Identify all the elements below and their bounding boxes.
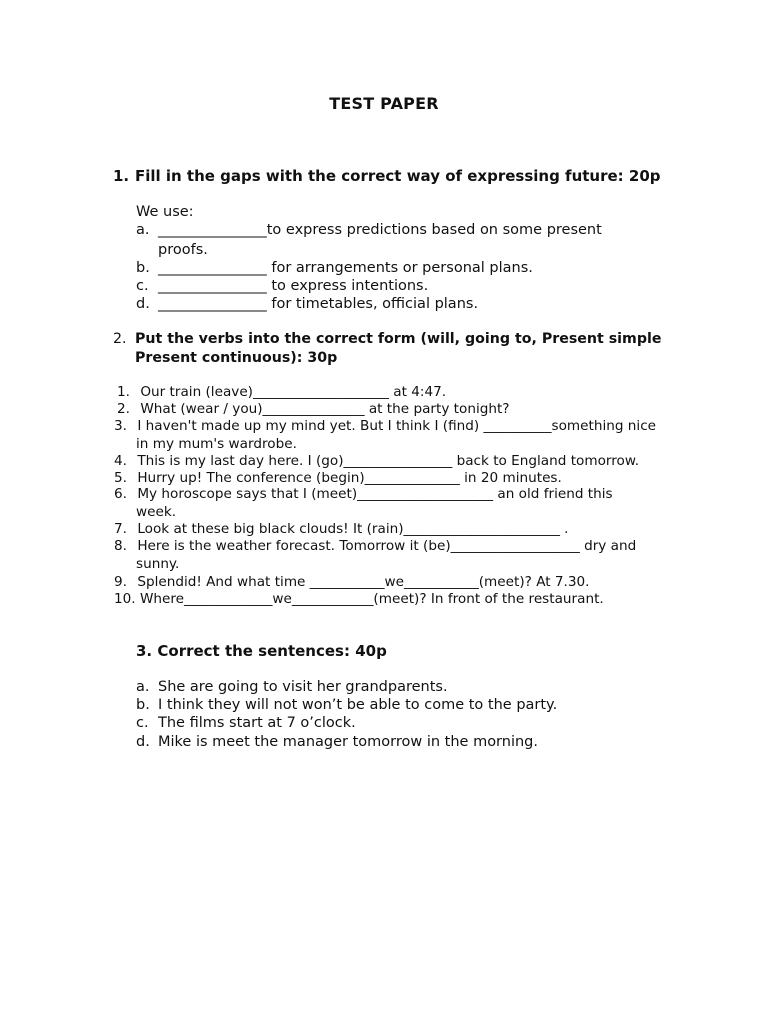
item-text: _______________ to express intentions. xyxy=(158,278,429,294)
item-label: 9. xyxy=(114,574,127,590)
section-2-item-6-continuation: week. xyxy=(136,504,177,520)
item-label: b. xyxy=(136,697,150,713)
section-2-item-8-continuation: sunny. xyxy=(136,556,180,572)
section-1-item-a-continuation: proofs. xyxy=(158,242,208,258)
section-2-item-7 xyxy=(114,521,569,538)
section-3-item-a xyxy=(136,678,448,696)
item-text: What (wear / you)_______________ at the party tonight? xyxy=(140,401,510,417)
item-label: 1. xyxy=(117,384,130,400)
item-text: Hurry up! The conference (begin)______________ in 20 minutes. xyxy=(137,470,562,486)
item-label: a. xyxy=(136,679,150,695)
section-3-item-b xyxy=(136,696,557,714)
item-label: 10. xyxy=(114,591,136,607)
item-label: c. xyxy=(136,715,149,731)
item-text: Mike is meet the manager tomorrow in the morning. xyxy=(158,734,538,750)
section-2-item-6 xyxy=(114,486,613,503)
page-title: TEST PAPER xyxy=(329,94,439,113)
section-2-item-4 xyxy=(114,453,639,470)
section-1-intro: We use: xyxy=(136,204,194,220)
section-2-item-9 xyxy=(114,574,590,591)
section-1-item-b xyxy=(136,259,533,277)
section-3-heading-text: Correct the sentences: 40p xyxy=(157,642,387,660)
item-label: 4. xyxy=(114,453,127,469)
section-1-number: 1. xyxy=(113,167,130,185)
section-3-item-c xyxy=(136,714,356,732)
section-2-heading xyxy=(113,330,733,368)
item-label: 2. xyxy=(117,401,130,417)
section-2-heading-line-1: Put the verbs into the correct form (will, going to, Present simple xyxy=(135,331,662,347)
item-text: Where_____________we____________(meet)? In front of the restaurant. xyxy=(139,591,604,607)
item-text: I haven't made up my mind yet. But I think I (find) __________something nice xyxy=(137,418,657,434)
section-1-item-d xyxy=(136,295,478,313)
item-label: 7. xyxy=(114,521,127,537)
item-text: Splendid! And what time ___________we___________(meet)? At 7.30. xyxy=(137,574,590,590)
item-label: 6. xyxy=(114,486,127,502)
section-1-item-c xyxy=(136,277,428,295)
item-text: She are going to visit her grandparents. xyxy=(158,679,448,695)
item-label: 5. xyxy=(114,470,127,486)
section-1-heading-text: Fill in the gaps with the correct way of expressing future: 20p xyxy=(135,167,661,185)
item-text: _______________to express predictions based on some present xyxy=(158,222,602,238)
item-label: c. xyxy=(136,278,149,294)
item-label: a. xyxy=(136,222,150,238)
item-text: Look at these big black clouds! It (rain)_______________________ . xyxy=(137,521,569,537)
item-text: This is my last day here. I (go)________________ back to England tomorrow. xyxy=(137,453,640,469)
item-text: _______________ for timetables, official plans. xyxy=(158,296,479,312)
item-label: b. xyxy=(136,260,150,276)
item-text: _______________ for arrangements or personal plans. xyxy=(158,260,533,276)
section-3-item-d xyxy=(136,733,538,751)
item-text: Here is the weather forecast. Tomorrow it (be)___________________ dry and xyxy=(137,538,637,554)
item-label: d. xyxy=(136,296,150,312)
section-2-item-8 xyxy=(114,538,636,555)
section-2-item-10 xyxy=(114,591,604,608)
section-1-item-a xyxy=(136,221,602,239)
item-text: The films start at 7 o’clock. xyxy=(158,715,356,731)
item-label: 3. xyxy=(114,418,127,434)
section-1-heading xyxy=(113,166,733,186)
section-2-item-3-continuation: in my mum's wardrobe. xyxy=(136,436,297,452)
item-text: Our train (leave)____________________ at 4:47. xyxy=(140,384,447,400)
section-2-item-1 xyxy=(114,384,446,401)
item-label: d. xyxy=(136,734,150,750)
item-text: My horoscope says that I (meet)____________________ an old friend this xyxy=(137,486,613,502)
section-3-number: 3. xyxy=(136,642,153,660)
section-2-heading-line-2: Present continuous): 30p xyxy=(135,350,338,366)
section-2-item-2 xyxy=(114,401,510,418)
item-text: I think they will not won’t be able to come to the party. xyxy=(158,697,558,713)
section-2-item-3 xyxy=(114,418,656,435)
section-2-number: 2. xyxy=(113,331,127,347)
section-2-item-5 xyxy=(114,470,562,487)
section-3-heading xyxy=(136,641,736,661)
item-label: 8. xyxy=(114,538,127,554)
